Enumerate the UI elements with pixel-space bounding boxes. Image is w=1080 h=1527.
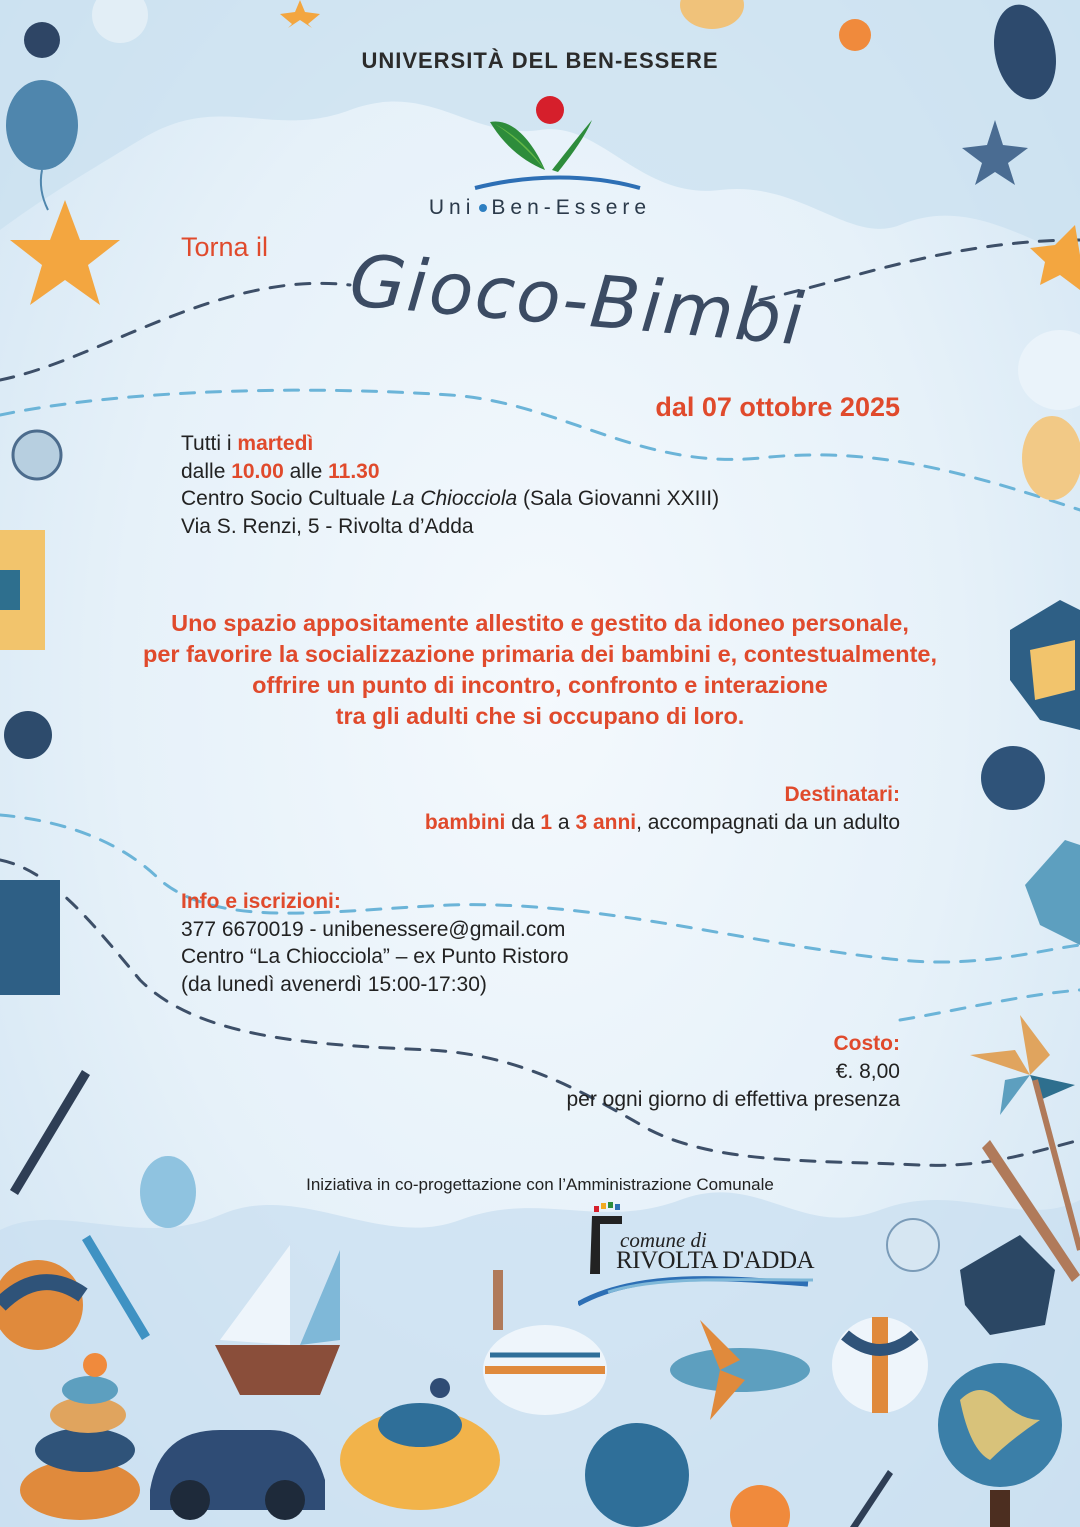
description [0, 608, 1080, 732]
logo-wordmark [0, 196, 1080, 220]
cost-heading: Costo: [833, 1032, 900, 1055]
audience-age-max: 3 anni [575, 811, 637, 834]
dashed-line [0, 283, 350, 380]
ball-icon [585, 1423, 689, 1527]
cost-block [400, 1030, 900, 1114]
schedule-time [181, 458, 719, 486]
ball-icon [887, 1219, 939, 1271]
audience-age-min: 1 [540, 811, 553, 834]
ball-icon [13, 431, 61, 479]
comune-small-text: comune di [620, 1228, 707, 1252]
time-prefix: dalle [181, 459, 232, 483]
venue-prefix: Centro Socio Cultuale [181, 487, 392, 510]
balloon-icon [1018, 330, 1080, 500]
comune-name: RIVOLTA D'ADDA [616, 1247, 815, 1274]
audience-block [300, 781, 900, 837]
day-value: martedì [237, 432, 314, 455]
unibenessere-logo [470, 92, 645, 192]
time-start: 10.00 [231, 459, 284, 483]
audience-word: a [552, 811, 576, 834]
contact-hours: (da lunedì avenerdì 15:00-17:30) [181, 972, 487, 996]
schedule-day [181, 430, 719, 458]
logo-text-right: Ben-Essere [491, 196, 652, 219]
time-mid: alle [283, 459, 329, 483]
toy-block-icon [1025, 840, 1080, 945]
audience-text [300, 809, 900, 837]
coprogettazione-note: Iniziativa in co-progettazione con l’Amministrazione Comunale [306, 1175, 774, 1194]
audience-word: , accompagnati da un adulto [636, 811, 900, 834]
start-date: dal 07 ottobre 2025 [655, 392, 900, 422]
audience-heading: Destinatari: [784, 783, 900, 806]
description-line: Uno spazio appositamente allestito e gestito da idoneo personale, [171, 610, 909, 636]
toy-block-icon [0, 880, 60, 995]
cost-amount: €. 8,00 [835, 1060, 900, 1083]
organization-title: UNIVERSITÀ DEL BEN-ESSERE [361, 48, 719, 73]
schedule-block [181, 430, 719, 540]
contact-heading: Info e iscrizioni: [181, 890, 341, 913]
logo-dot-icon [479, 204, 487, 212]
time-end: 11.30 [328, 459, 380, 483]
description-line: tra gli adulti che si occupano di loro. [335, 703, 745, 729]
audience-word: bambini [424, 811, 506, 834]
ball-icon [839, 19, 871, 51]
intro-text: Torna il [181, 232, 269, 262]
contact-phone-email: 377 6670019 - unibenessere@gmail.com [181, 917, 566, 941]
venue-suffix: (Sala Giovanni XXIII) [517, 487, 720, 510]
venue-name: La Chiocciola [391, 487, 518, 510]
event-title: Gioco-Bimbi [346, 238, 809, 362]
contact-block [181, 888, 569, 998]
balloon-icon [981, 746, 1045, 810]
beach-ball-icon [832, 1317, 928, 1413]
toy-car-icon [150, 1430, 325, 1520]
schedule-address: Via S. Renzi, 5 - Rivolta d’Adda [181, 514, 474, 538]
cost-note: per ogni giorno di effettiva presenza [566, 1088, 900, 1111]
dashed-line [900, 990, 1080, 1020]
audience-word: da [505, 811, 541, 834]
contact-location: Centro “La Chiocciola” – ex Punto Ristoro [181, 945, 569, 968]
schedule-venue [181, 485, 719, 513]
description-line: per favorire la socializzazione primaria dei bambini e, contestualmente, [142, 641, 938, 667]
comune-logo [578, 1200, 828, 1310]
logo-text-left: Uni [428, 196, 476, 219]
description-line: offrire un punto di incontro, confronto e interazione [252, 672, 828, 698]
day-prefix: Tutti i [181, 432, 238, 455]
